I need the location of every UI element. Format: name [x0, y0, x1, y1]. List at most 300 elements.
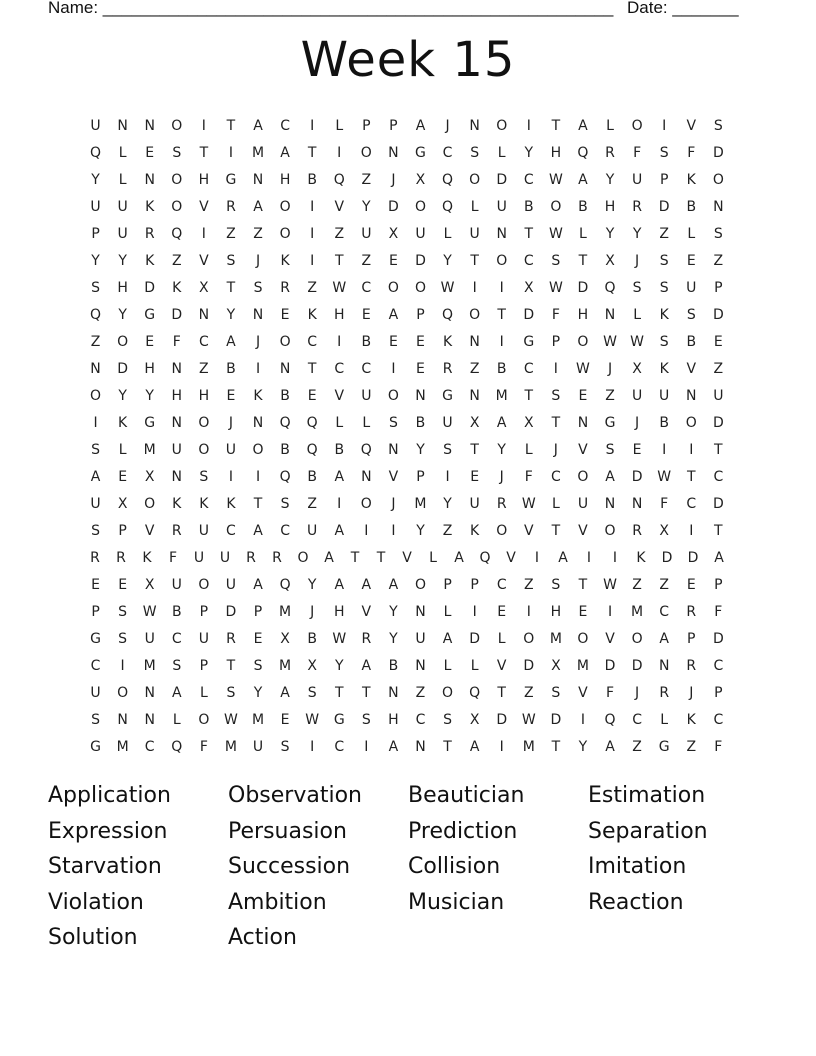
grid-letter[interactable]: I: [612, 549, 618, 566]
grid-letter[interactable]: D: [415, 252, 426, 269]
grid-letter[interactable]: D: [523, 306, 535, 323]
grid-letter[interactable]: J: [228, 414, 233, 431]
grid-letter[interactable]: X: [307, 657, 317, 674]
grid-letter[interactable]: T: [524, 225, 534, 242]
grid-letter[interactable]: D: [496, 711, 508, 728]
grid-letter[interactable]: D: [171, 306, 183, 323]
grid-letter[interactable]: L: [118, 441, 127, 458]
grid-letter[interactable]: B: [659, 414, 669, 431]
grid-letter[interactable]: B: [280, 441, 290, 458]
grid-letter[interactable]: J: [255, 333, 261, 350]
grid-letter[interactable]: W: [548, 225, 563, 242]
grid-letter[interactable]: Y: [524, 144, 534, 161]
grid-letter[interactable]: Q: [279, 576, 291, 593]
grid-letter[interactable]: O: [604, 522, 616, 539]
grid-letter[interactable]: D: [496, 171, 508, 188]
grid-letter[interactable]: S: [91, 279, 100, 296]
grid-letter[interactable]: S: [253, 657, 263, 674]
grid-letter[interactable]: S: [659, 279, 669, 296]
grid-letter[interactable]: D: [117, 360, 128, 377]
grid-letter[interactable]: C: [659, 603, 670, 620]
grid-letter[interactable]: E: [388, 333, 398, 350]
grid-letter[interactable]: N: [171, 414, 183, 431]
grid-letter[interactable]: Y: [334, 657, 344, 674]
grid-letter[interactable]: D: [631, 468, 643, 485]
grid-letter[interactable]: L: [118, 144, 127, 161]
grid-letter[interactable]: X: [144, 576, 155, 593]
grid-letter[interactable]: B: [523, 198, 534, 215]
grid-letter[interactable]: V: [199, 198, 209, 215]
grid-letter[interactable]: M: [495, 387, 508, 404]
grid-letter[interactable]: O: [550, 198, 562, 215]
grid-letter[interactable]: Z: [415, 684, 426, 701]
grid-letter[interactable]: O: [279, 333, 291, 350]
grid-letter[interactable]: E: [91, 576, 100, 593]
grid-letter[interactable]: Z: [442, 522, 453, 539]
grid-letter[interactable]: J: [635, 684, 640, 701]
grid-letter[interactable]: T: [443, 738, 452, 755]
grid-letter[interactable]: Q: [577, 144, 589, 161]
grid-letter[interactable]: W: [332, 630, 347, 647]
grid-letter[interactable]: U: [496, 198, 507, 215]
grid-letter[interactable]: S: [226, 684, 236, 701]
grid-letter[interactable]: D: [687, 549, 699, 566]
grid-letter[interactable]: I: [310, 252, 315, 269]
grid-letter[interactable]: R: [632, 522, 642, 539]
grid-letter[interactable]: S: [172, 657, 182, 674]
grid-letter[interactable]: A: [280, 144, 290, 161]
grid-letter[interactable]: D: [604, 657, 616, 674]
grid-letter[interactable]: P: [714, 576, 723, 593]
grid-letter[interactable]: Z: [90, 333, 101, 350]
grid-letter[interactable]: M: [143, 657, 156, 674]
grid-letter[interactable]: E: [226, 387, 236, 404]
grid-letter[interactable]: G: [144, 306, 156, 323]
grid-letter[interactable]: U: [686, 279, 697, 296]
grid-letter[interactable]: N: [252, 306, 264, 323]
grid-letter[interactable]: N: [361, 468, 372, 485]
grid-letter[interactable]: S: [280, 738, 290, 755]
grid-letter[interactable]: T: [470, 441, 479, 458]
grid-letter[interactable]: G: [225, 171, 237, 188]
grid-letter[interactable]: T: [334, 252, 344, 269]
grid-letter[interactable]: D: [144, 279, 156, 296]
grid-letter[interactable]: Q: [171, 738, 183, 755]
grid-letter[interactable]: V: [334, 198, 345, 215]
grid-letter[interactable]: I: [445, 468, 450, 485]
grid-letter[interactable]: N: [171, 468, 183, 485]
grid-letter[interactable]: I: [553, 360, 558, 377]
grid-letter[interactable]: O: [117, 333, 129, 350]
grid-letter[interactable]: Y: [605, 225, 615, 242]
grid-letter[interactable]: I: [472, 279, 477, 296]
grid-letter[interactable]: L: [687, 225, 696, 242]
grid-letter[interactable]: F: [714, 738, 723, 755]
grid-letter[interactable]: O: [117, 684, 129, 701]
grid-letter[interactable]: E: [145, 144, 155, 161]
grid-letter[interactable]: M: [576, 657, 589, 674]
grid-letter[interactable]: W: [521, 495, 536, 512]
grid-letter[interactable]: P: [714, 684, 723, 701]
grid-letter[interactable]: Z: [171, 252, 182, 269]
grid-letter[interactable]: C: [280, 522, 290, 539]
grid-letter[interactable]: J: [607, 360, 613, 377]
grid-letter[interactable]: Q: [306, 414, 318, 431]
grid-letter[interactable]: H: [279, 171, 291, 188]
grid-letter[interactable]: L: [633, 306, 641, 323]
grid-letter[interactable]: F: [660, 495, 669, 512]
grid-letter[interactable]: T: [578, 252, 588, 269]
grid-letter[interactable]: E: [361, 306, 371, 323]
grid-letter[interactable]: M: [549, 630, 562, 647]
grid-letter[interactable]: I: [364, 738, 369, 755]
grid-letter[interactable]: K: [172, 495, 182, 512]
grid-letter[interactable]: U: [193, 549, 205, 566]
grid-letter[interactable]: V: [686, 117, 697, 134]
grid-letter[interactable]: P: [416, 306, 425, 323]
grid-letter[interactable]: U: [415, 630, 426, 647]
grid-letter[interactable]: O: [198, 441, 210, 458]
grid-letter[interactable]: C: [713, 657, 724, 674]
grid-letter[interactable]: C: [713, 468, 724, 485]
grid-letter[interactable]: T: [226, 279, 236, 296]
grid-letter[interactable]: K: [686, 711, 696, 728]
grid-letter[interactable]: E: [632, 441, 642, 458]
grid-letter[interactable]: U: [198, 522, 209, 539]
grid-letter[interactable]: R: [361, 630, 372, 647]
grid-letter[interactable]: I: [526, 603, 531, 620]
grid-letter[interactable]: Q: [306, 441, 318, 458]
grid-letter[interactable]: Y: [605, 171, 615, 188]
grid-letter[interactable]: M: [631, 603, 644, 620]
grid-letter[interactable]: C: [171, 630, 182, 647]
grid-letter[interactable]: J: [635, 414, 640, 431]
grid-letter[interactable]: A: [558, 549, 568, 566]
grid-letter[interactable]: Z: [469, 360, 480, 377]
grid-letter[interactable]: E: [253, 630, 263, 647]
grid-letter[interactable]: X: [144, 468, 155, 485]
grid-letter[interactable]: C: [361, 279, 372, 296]
grid-letter[interactable]: X: [199, 279, 209, 296]
grid-letter[interactable]: W: [548, 279, 563, 296]
grid-letter[interactable]: S: [307, 684, 317, 701]
grid-letter[interactable]: O: [198, 414, 210, 431]
grid-letter[interactable]: N: [388, 684, 399, 701]
grid-letter[interactable]: S: [632, 279, 642, 296]
grid-letter[interactable]: D: [388, 198, 399, 215]
grid-letter[interactable]: H: [577, 306, 589, 323]
grid-letter[interactable]: A: [253, 198, 263, 215]
grid-letter[interactable]: R: [272, 549, 282, 566]
grid-letter[interactable]: U: [469, 225, 480, 242]
grid-letter[interactable]: B: [415, 414, 426, 431]
grid-letter[interactable]: N: [631, 495, 643, 512]
grid-letter[interactable]: B: [578, 198, 588, 215]
grid-letter[interactable]: I: [93, 414, 98, 431]
grid-letter[interactable]: P: [91, 603, 100, 620]
grid-letter[interactable]: J: [391, 171, 396, 188]
grid-letter[interactable]: Z: [713, 360, 724, 377]
grid-letter[interactable]: A: [496, 414, 507, 431]
grid-letter[interactable]: N: [388, 144, 399, 161]
grid-letter[interactable]: Q: [90, 306, 102, 323]
grid-letter[interactable]: E: [388, 252, 398, 269]
grid-letter[interactable]: U: [90, 684, 101, 701]
grid-letter[interactable]: L: [524, 441, 533, 458]
grid-letter[interactable]: U: [90, 117, 101, 134]
grid-letter[interactable]: P: [91, 225, 100, 242]
grid-letter[interactable]: T: [350, 549, 360, 566]
grid-letter[interactable]: S: [91, 522, 100, 539]
grid-letter[interactable]: L: [497, 630, 506, 647]
grid-letter[interactable]: K: [172, 279, 182, 296]
grid-letter[interactable]: Q: [279, 468, 291, 485]
name-field[interactable]: Name: ______________________________________________________: [48, 0, 614, 17]
grid-letter[interactable]: T: [307, 144, 317, 161]
grid-letter[interactable]: Q: [360, 441, 372, 458]
grid-letter[interactable]: R: [442, 360, 453, 377]
grid-letter[interactable]: L: [443, 603, 452, 620]
grid-letter[interactable]: D: [661, 549, 673, 566]
grid-letter[interactable]: V: [388, 468, 399, 485]
grid-letter[interactable]: Z: [686, 738, 697, 755]
grid-letter[interactable]: W: [305, 711, 320, 728]
grid-letter[interactable]: I: [310, 117, 315, 134]
grid-letter[interactable]: A: [361, 657, 372, 674]
grid-letter[interactable]: C: [280, 117, 290, 134]
grid-letter[interactable]: A: [454, 549, 464, 566]
grid-letter[interactable]: Y: [578, 738, 588, 755]
grid-letter[interactable]: T: [226, 657, 236, 674]
grid-letter[interactable]: I: [228, 468, 233, 485]
grid-letter[interactable]: I: [201, 225, 206, 242]
grid-letter[interactable]: W: [576, 360, 590, 377]
grid-letter[interactable]: M: [116, 738, 129, 755]
grid-letter[interactable]: R: [496, 495, 507, 512]
grid-letter[interactable]: A: [388, 576, 399, 593]
grid-letter[interactable]: S: [199, 468, 209, 485]
grid-letter[interactable]: H: [333, 603, 345, 620]
grid-letter[interactable]: O: [297, 549, 309, 566]
grid-letter[interactable]: H: [388, 711, 399, 728]
grid-letter[interactable]: S: [551, 576, 561, 593]
grid-letter[interactable]: O: [414, 576, 426, 593]
grid-letter[interactable]: G: [442, 387, 453, 404]
grid-letter[interactable]: W: [548, 171, 563, 188]
grid-letter[interactable]: P: [253, 603, 263, 620]
grid-letter[interactable]: P: [118, 522, 127, 539]
grid-letter[interactable]: S: [686, 306, 696, 323]
grid-letter[interactable]: U: [90, 495, 101, 512]
grid-letter[interactable]: P: [714, 279, 723, 296]
grid-letter[interactable]: Y: [362, 198, 371, 215]
grid-letter[interactable]: U: [117, 198, 128, 215]
grid-letter[interactable]: L: [443, 225, 452, 242]
grid-letter[interactable]: B: [307, 171, 317, 188]
grid-letter[interactable]: O: [387, 279, 399, 296]
date-field[interactable]: Date: _______: [627, 0, 739, 17]
grid-letter[interactable]: C: [334, 360, 345, 377]
grid-letter[interactable]: M: [522, 738, 535, 755]
grid-letter[interactable]: R: [171, 522, 182, 539]
grid-letter[interactable]: U: [225, 576, 237, 593]
grid-letter[interactable]: N: [496, 225, 507, 242]
grid-letter[interactable]: A: [388, 738, 399, 755]
grid-letter[interactable]: Z: [361, 252, 372, 269]
grid-letter[interactable]: B: [280, 387, 290, 404]
grid-letter[interactable]: T: [226, 117, 236, 134]
grid-letter[interactable]: X: [117, 495, 128, 512]
grid-letter[interactable]: L: [551, 495, 560, 512]
grid-letter[interactable]: Y: [118, 252, 127, 269]
grid-letter[interactable]: H: [550, 144, 562, 161]
grid-letter[interactable]: A: [415, 117, 426, 134]
grid-letter[interactable]: W: [224, 711, 238, 728]
grid-letter[interactable]: D: [712, 414, 724, 431]
grid-letter[interactable]: Y: [118, 306, 127, 323]
grid-letter[interactable]: N: [144, 711, 155, 728]
grid-letter[interactable]: L: [579, 225, 587, 242]
grid-letter[interactable]: Z: [659, 225, 669, 242]
grid-letter[interactable]: E: [145, 333, 155, 350]
grid-letter[interactable]: E: [307, 387, 317, 404]
grid-letter[interactable]: Q: [604, 279, 616, 296]
grid-letter[interactable]: A: [605, 468, 615, 485]
grid-letter[interactable]: W: [332, 279, 347, 296]
grid-letter[interactable]: M: [251, 144, 265, 161]
grid-letter[interactable]: A: [253, 576, 263, 593]
grid-letter[interactable]: P: [551, 333, 561, 350]
grid-letter[interactable]: R: [116, 549, 126, 566]
grid-letter[interactable]: V: [506, 549, 516, 566]
grid-letter[interactable]: A: [578, 171, 588, 188]
grid-letter[interactable]: Z: [253, 225, 263, 242]
grid-letter[interactable]: N: [415, 603, 426, 620]
grid-letter[interactable]: K: [145, 198, 155, 215]
grid-letter[interactable]: N: [469, 387, 480, 404]
grid-letter[interactable]: N: [117, 711, 128, 728]
grid-letter[interactable]: R: [605, 144, 615, 161]
grid-letter[interactable]: S: [659, 333, 669, 350]
grid-letter[interactable]: I: [228, 144, 233, 161]
grid-letter[interactable]: T: [470, 252, 479, 269]
grid-letter[interactable]: L: [362, 414, 371, 431]
grid-letter[interactable]: O: [469, 171, 481, 188]
grid-letter[interactable]: X: [280, 630, 290, 647]
grid-letter[interactable]: J: [310, 603, 315, 620]
grid-letter[interactable]: O: [631, 630, 643, 647]
grid-letter[interactable]: T: [686, 468, 696, 485]
grid-letter[interactable]: C: [550, 468, 561, 485]
grid-letter[interactable]: L: [606, 117, 614, 134]
grid-letter[interactable]: O: [577, 630, 589, 647]
grid-letter[interactable]: Q: [479, 549, 491, 566]
grid-letter[interactable]: C: [632, 711, 642, 728]
grid-letter[interactable]: I: [310, 225, 315, 242]
grid-letter[interactable]: E: [578, 603, 588, 620]
grid-letter[interactable]: W: [440, 279, 455, 296]
grid-letter[interactable]: B: [307, 630, 317, 647]
grid-letter[interactable]: A: [253, 522, 263, 539]
grid-letter[interactable]: F: [605, 684, 615, 701]
grid-letter[interactable]: K: [659, 360, 669, 377]
grid-letter[interactable]: X: [469, 711, 480, 728]
grid-letter[interactable]: H: [333, 306, 345, 323]
grid-letter[interactable]: F: [199, 738, 208, 755]
grid-letter[interactable]: Z: [226, 225, 236, 242]
grid-letter[interactable]: A: [334, 522, 345, 539]
grid-letter[interactable]: N: [713, 198, 724, 215]
grid-letter[interactable]: I: [337, 495, 342, 512]
grid-letter[interactable]: H: [144, 360, 155, 377]
grid-letter[interactable]: Z: [605, 387, 615, 404]
grid-letter[interactable]: I: [534, 549, 540, 566]
grid-letter[interactable]: V: [361, 603, 372, 620]
grid-letter[interactable]: I: [337, 333, 342, 350]
grid-letter[interactable]: Q: [442, 198, 454, 215]
grid-letter[interactable]: G: [333, 711, 345, 728]
grid-letter[interactable]: N: [415, 387, 426, 404]
grid-letter[interactable]: D: [577, 279, 589, 296]
grid-letter[interactable]: V: [496, 657, 507, 674]
grid-letter[interactable]: W: [657, 468, 672, 485]
grid-letter[interactable]: G: [90, 738, 101, 755]
grid-letter[interactable]: O: [387, 387, 399, 404]
grid-letter[interactable]: E: [470, 468, 480, 485]
grid-letter[interactable]: S: [388, 414, 398, 431]
grid-letter[interactable]: Z: [632, 576, 642, 593]
grid-letter[interactable]: I: [689, 441, 694, 458]
grid-letter[interactable]: H: [171, 387, 183, 404]
grid-letter[interactable]: V: [605, 630, 615, 647]
grid-letter[interactable]: M: [279, 657, 292, 674]
grid-letter[interactable]: H: [604, 198, 616, 215]
grid-letter[interactable]: Q: [442, 306, 454, 323]
grid-letter[interactable]: X: [523, 414, 534, 431]
grid-letter[interactable]: S: [361, 711, 371, 728]
grid-letter[interactable]: T: [362, 684, 371, 701]
grid-letter[interactable]: B: [388, 657, 399, 674]
grid-letter[interactable]: U: [171, 576, 182, 593]
grid-letter[interactable]: L: [335, 414, 344, 431]
grid-letter[interactable]: S: [91, 441, 100, 458]
grid-letter[interactable]: D: [523, 657, 535, 674]
grid-letter[interactable]: Y: [389, 603, 398, 620]
grid-letter[interactable]: I: [580, 711, 586, 728]
grid-letter[interactable]: B: [334, 441, 345, 458]
grid-letter[interactable]: O: [171, 117, 183, 134]
grid-letter[interactable]: U: [252, 738, 264, 755]
grid-letter[interactable]: G: [523, 333, 535, 350]
grid-letter[interactable]: B: [686, 198, 697, 215]
grid-letter[interactable]: L: [497, 144, 506, 161]
grid-letter[interactable]: R: [659, 684, 670, 701]
grid-letter[interactable]: I: [337, 144, 342, 161]
grid-letter[interactable]: O: [171, 171, 183, 188]
grid-letter[interactable]: L: [118, 171, 127, 188]
grid-letter[interactable]: L: [443, 657, 452, 674]
grid-letter[interactable]: I: [255, 468, 261, 485]
grid-letter[interactable]: N: [658, 657, 670, 674]
grid-letter[interactable]: N: [171, 360, 183, 377]
grid-letter[interactable]: E: [416, 333, 425, 350]
grid-letter[interactable]: U: [117, 225, 128, 242]
grid-letter[interactable]: L: [172, 711, 181, 728]
grid-letter[interactable]: D: [658, 198, 670, 215]
grid-letter[interactable]: C: [90, 657, 101, 674]
grid-letter[interactable]: R: [144, 225, 155, 242]
grid-letter[interactable]: D: [712, 630, 724, 647]
